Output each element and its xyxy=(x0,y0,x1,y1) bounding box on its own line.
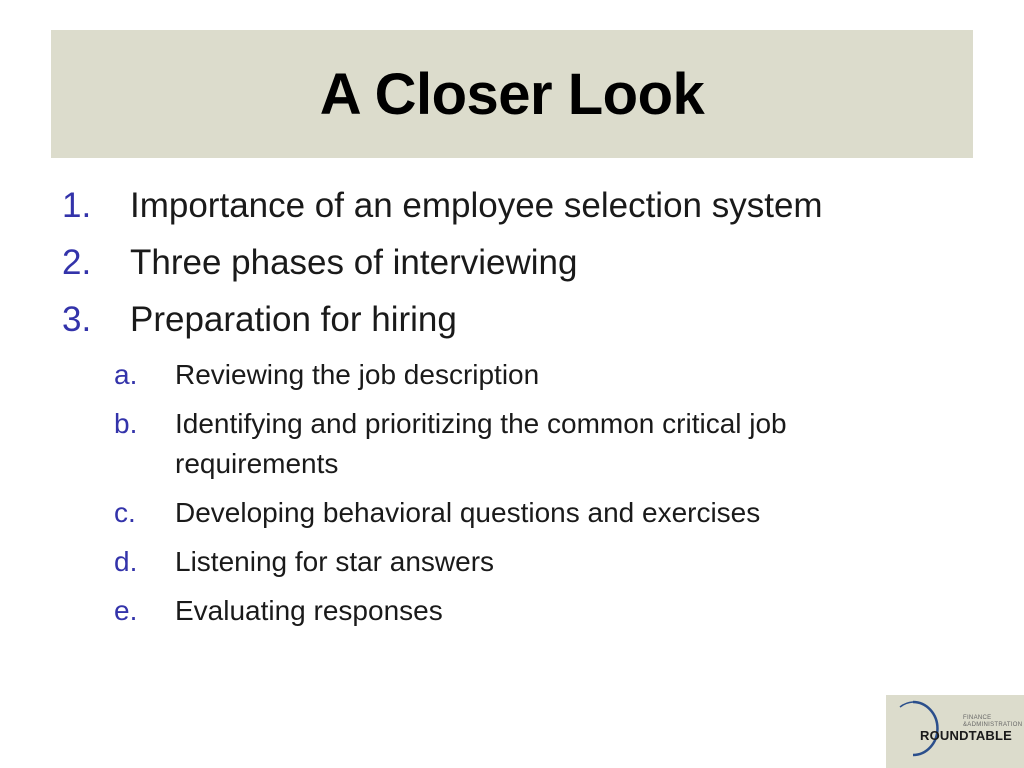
sub-list-letter: e. xyxy=(114,595,138,626)
logo-subtitle xyxy=(963,715,1022,729)
list-number: 2. xyxy=(62,243,92,282)
list-text: Preparation for hiring xyxy=(130,300,457,339)
sub-list-text: Identifying and prioritizing the common critical job requirements xyxy=(175,408,787,479)
main-list xyxy=(62,186,962,640)
sub-list-text: Evaluating responses xyxy=(175,595,443,626)
sub-list-item xyxy=(114,355,962,395)
list-number: 1. xyxy=(62,186,92,225)
list-item xyxy=(62,186,962,243)
sub-list-text: Listening for star answers xyxy=(175,546,495,577)
roundtable-logo xyxy=(886,695,1024,768)
list-text: Three phases of interviewing xyxy=(130,243,578,282)
sub-list-text: Reviewing the job description xyxy=(175,359,540,390)
title-band xyxy=(51,30,973,158)
list-item xyxy=(62,300,962,357)
logo-line2: &ADMINISTRATION xyxy=(963,722,1023,728)
sub-list-item xyxy=(114,591,962,631)
sub-list-item xyxy=(114,542,962,582)
sub-list-letter: c. xyxy=(114,497,136,528)
sub-list-letter: b. xyxy=(114,408,138,439)
sub-list-letter: a. xyxy=(114,359,138,390)
list-text: Importance of an employee selection system xyxy=(130,186,823,225)
sub-list-item xyxy=(114,493,962,533)
sub-list xyxy=(114,355,962,631)
logo-line1: FINANCE xyxy=(963,715,992,721)
list-number: 3. xyxy=(62,300,92,339)
list-item xyxy=(62,243,962,300)
sub-list-text: Developing behavioral questions and exercises xyxy=(175,497,761,528)
sub-list-item xyxy=(114,404,962,484)
slide-title: A Closer Look xyxy=(319,61,705,127)
logo-name: ROUNDTABLE xyxy=(920,728,1013,743)
sub-list-letter: d. xyxy=(114,546,138,577)
